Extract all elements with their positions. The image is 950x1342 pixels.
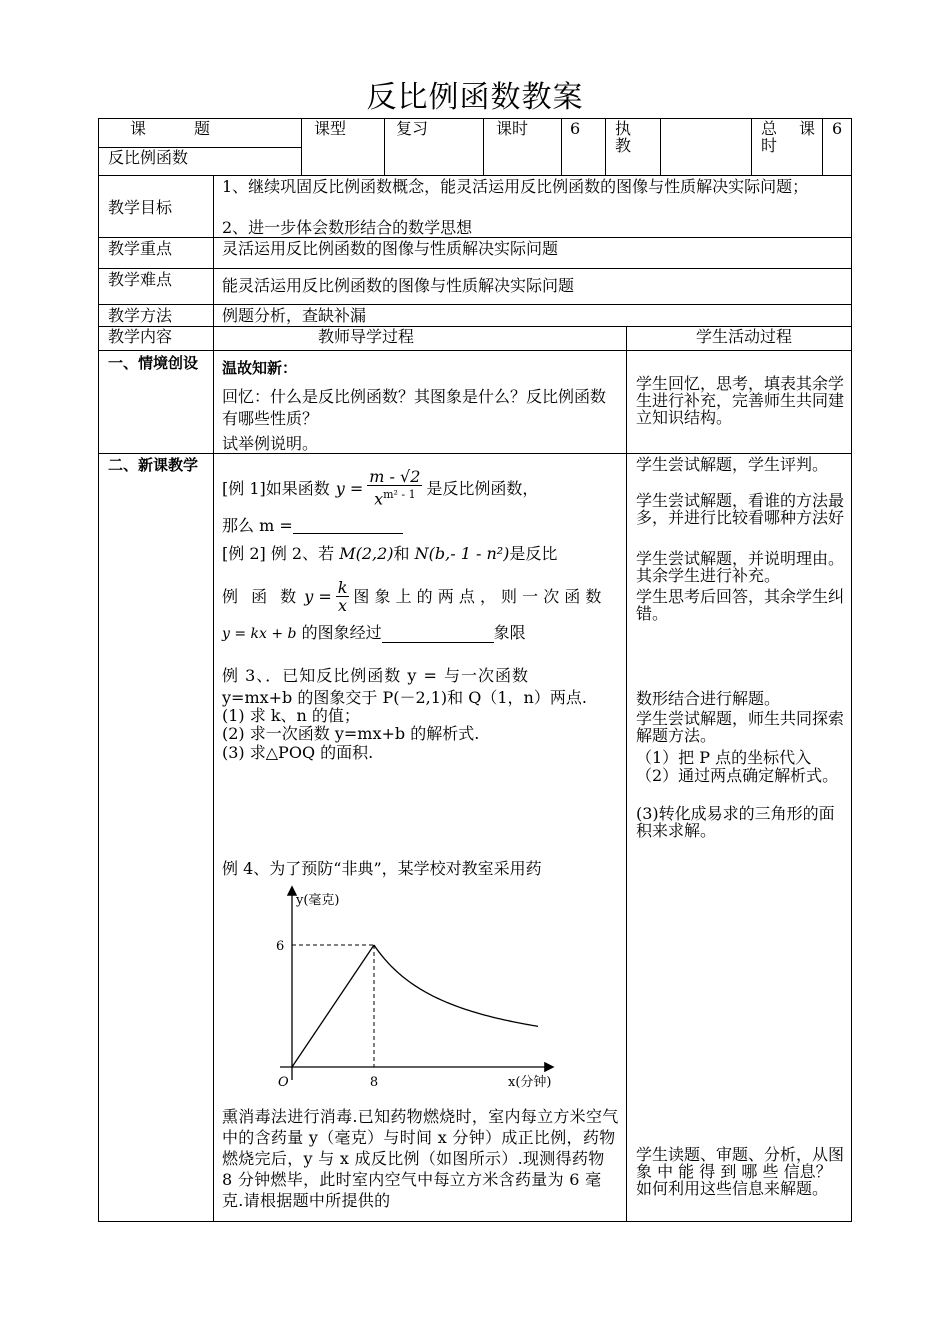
subject-label: 课 题	[130, 119, 211, 138]
example-2-denominator: x	[338, 595, 348, 615]
student-note-10: 学生读题、审题、分析，从图 象 中 能 得 到 哪 些 信息？ 如何利用这些信息来解题。	[636, 1145, 845, 1198]
student-note-3: 学生尝试解题，并说明理由。其余学生进行补充。	[636, 549, 845, 585]
hours-value: 6	[570, 119, 581, 138]
y-tick-label: 6	[276, 939, 285, 954]
example-1-denominator-exponent: m² - 1	[383, 488, 416, 502]
example-1-question	[222, 516, 403, 534]
focus-label: 教学重点	[108, 239, 173, 258]
example-2-intro: [例 2] 例 2、若	[222, 544, 335, 563]
example-2-line-1-end: 是反比	[509, 544, 558, 563]
example-1-suffix: 是反比例函数，	[426, 478, 539, 498]
student-note-4: 学生思考后回答，其余学生纠错。	[636, 587, 845, 623]
section-2-label: 二、新课教学	[108, 456, 199, 474]
example-1	[222, 460, 622, 516]
student-note-6: 学生尝试解题，师生共同探索解题方法。	[636, 709, 845, 745]
answer-blank	[382, 625, 494, 643]
example-2-function-label: 例 函 数	[222, 586, 301, 606]
example-1-numerator: m - √2	[369, 467, 421, 487]
example-1-denominator-base: x	[374, 489, 384, 509]
method-label: 教学方法	[108, 306, 173, 325]
total-hours-label: 总 课时	[761, 119, 819, 155]
example-2-line-3	[222, 624, 526, 643]
example-1-question-text: 那么 m =	[222, 516, 293, 535]
goal-label: 教学目标	[108, 198, 173, 217]
linear-function: y = kx + b	[222, 626, 297, 642]
example-3-question-1: (1) 求 k、n 的值；	[222, 706, 360, 725]
dosage-chart	[262, 880, 562, 1100]
content-label: 教学内容	[108, 327, 173, 346]
section-1-label: 一、情境创设	[108, 354, 199, 372]
hours-label: 课时	[496, 119, 529, 138]
section-1-example: 试举例说明。	[222, 434, 319, 453]
example-2-y: y =	[304, 586, 332, 606]
student-note-5: 数形结合进行解题。	[636, 689, 781, 708]
example-2-quadrant: 象限	[493, 623, 526, 642]
example-4-line-1: 例 4、为了预防“非典”，某学校对教室采用药	[222, 859, 542, 878]
example-2-line-2	[222, 574, 622, 618]
difficulty-value: 能灵活运用反比例函数的图像与性质解决实际问题	[222, 276, 575, 295]
section-1-text: 回忆：什么是反比例函数？其图象是什么？反比例函数有哪些性质？	[222, 387, 607, 428]
example-2-line-1	[222, 545, 622, 562]
linear-segment	[292, 945, 374, 1067]
teacher-column-header: 教师导学过程	[318, 327, 415, 346]
subject-value: 反比例函数	[108, 148, 189, 167]
difficulty-label: 教学难点	[108, 270, 173, 289]
example-2-passes: 的图象经过	[301, 623, 382, 642]
student-column-header: 学生活动过程	[696, 327, 793, 346]
student-note-8: （2）通过两点确定解析式。	[636, 766, 839, 785]
inverse-segment	[374, 945, 538, 1026]
lesson-type-value: 复习	[396, 119, 429, 138]
student-note-2: 学生尝试解题，看谁的方法最多，并进行比较看哪种方法好	[636, 491, 845, 527]
example-4-paragraph: 熏消毒法进行消毒.已知药物燃烧时，室内每立方米空气中的含药量 y（毫克）与时间 x 分钟）成正比例，药物燃烧完后，y 与 x 成反比例（如图所示）.现测得药物 8 分钟燃毕，此时室内空气中每立方米含药量为 6 毫克.请根据题中所提供的	[222, 1107, 619, 1210]
origin-label: O	[278, 1075, 289, 1090]
student-note-1: 学生尝试解题，学生评判。	[636, 455, 829, 474]
example-2-line-2-text: 图 象 上 的 两 点 ， 则 一 次 函 数	[353, 586, 602, 606]
lesson-type-label: 课型	[314, 119, 347, 138]
method-value: 例题分析，查缺补漏	[222, 306, 367, 325]
example-1-fraction	[367, 468, 422, 507]
y-axis-label: y(毫克)	[296, 893, 340, 908]
focus-value: 灵活运用反比例函数的图像与性质解决实际问题	[222, 239, 559, 258]
example-3-question-3: (3) 求△POQ 的面积.	[222, 743, 374, 762]
x-axis-label: x(分钟)	[508, 1075, 552, 1090]
example-2-and: 和	[393, 544, 410, 563]
answer-blank	[293, 516, 403, 534]
total-hours-value: 6	[832, 119, 843, 138]
example-3-line-2: y=mx+b 的图象交于 P(－2,1)和 Q（1，n）两点.	[222, 688, 587, 707]
x-tick-label: 8	[369, 1075, 379, 1090]
section-1-heading: 温故知新：	[222, 359, 298, 377]
example-1-prefix: [例 1]如果函数	[222, 478, 330, 498]
goal-line-1: 1、继续巩固反比例函数概念，能灵活运用反比例函数的图像与性质解决实际问题；	[222, 177, 809, 196]
example-2-numerator: k	[337, 577, 348, 597]
point-m: M(2,2)	[339, 544, 394, 563]
student-note-7: （1）把 P 点的坐标代入	[636, 748, 812, 767]
point-n: N(b,- 1 - n²)	[414, 544, 510, 563]
example-2-fraction	[336, 579, 350, 614]
goal-line-2: 2、进一步体会数形结合的数学思想	[222, 218, 473, 237]
example-3-question-2: (2) 求一次函数 y=mx+b 的解析式.	[222, 724, 480, 743]
teacher-label: 执教	[615, 119, 632, 155]
student-note-9: (3)转化成易求的三角形的面积来求解。	[636, 804, 835, 840]
example-3-line-1: 例 3、．已知反比例函数 y = 与一次函数	[222, 666, 529, 685]
example-1-y: y =	[335, 478, 364, 498]
section-1-student: 学生回忆，思考，填表其余学生进行补充，完善师生共同建立知识结构。	[636, 374, 845, 427]
page-title: 反比例函数教案	[366, 80, 584, 115]
